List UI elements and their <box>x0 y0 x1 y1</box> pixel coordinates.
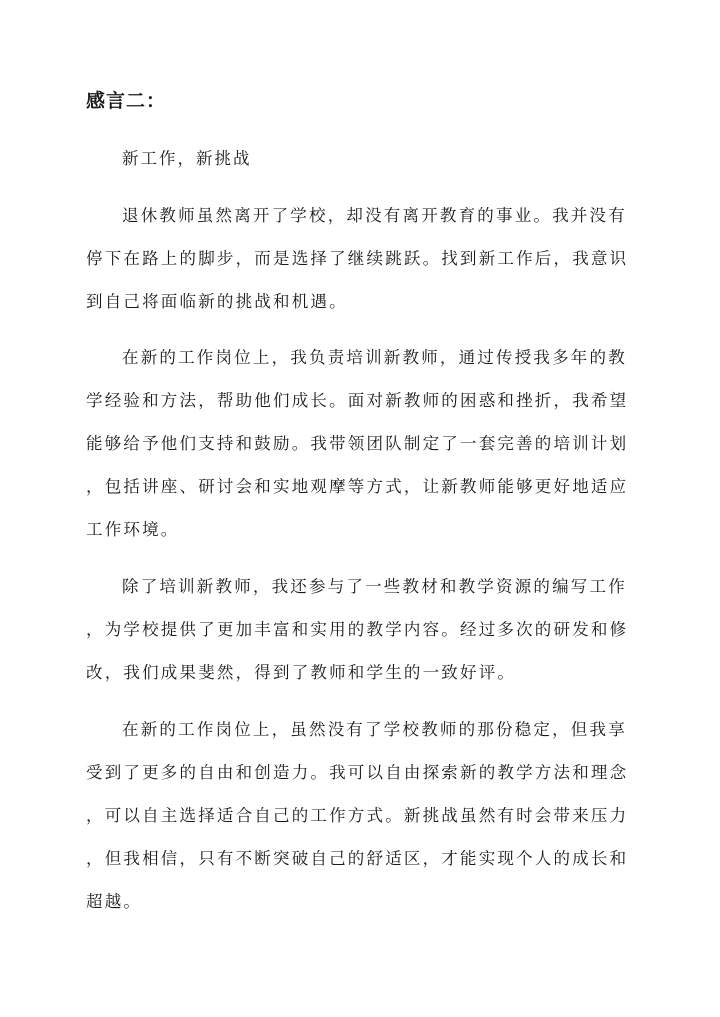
subtitle: 新工作，新挑战 <box>122 149 252 168</box>
paragraph-line: 到自己将面临新的挑战和机遇。 <box>86 292 348 311</box>
paragraph-line: 停下在路上的脚步，而是选择了继续跳跃。找到新工作后，我意识 <box>86 249 629 268</box>
paragraph-line: ，包括讲座、研讨会和实地观摩等方式，让新教师能够更好地适应 <box>86 477 629 496</box>
paragraph-line: 在新的工作岗位上，虽然没有了学校教师的那份稳定，但我享 <box>122 720 627 739</box>
paragraph-line: 学经验和方法，帮助他们成长。面对新教师的困惑和挫折，我希望 <box>86 391 629 410</box>
paragraph-line: ，但我相信，只有不断突破自己的舒适区，才能实现个人的成长和 <box>86 849 629 868</box>
paragraph-line: 超越。 <box>86 892 143 911</box>
paragraph-line: 受到了更多的自由和创造力。我可以自由探索新的教学方法和理念 <box>86 763 629 782</box>
paragraph-line: 改，我们成果斐然，得到了教师和学生的一致好评。 <box>86 663 517 682</box>
paragraph-line: ，为学校提供了更加丰富和实用的教学内容。经过多次的研发和修 <box>86 620 629 639</box>
paragraph-line: 在新的工作岗位上，我负责培训新教师，通过传授我多年的教 <box>122 348 627 367</box>
paragraph-line: 退休教师虽然离开了学校，却没有离开教育的事业。我并没有 <box>122 206 627 225</box>
paragraph-line: ，可以自主选择适合自己的工作方式。新挑战虽然有时会带来压力 <box>86 806 629 825</box>
paragraph-line: 能够给予他们支持和鼓励。我带领团队制定了一套完善的培训计划 <box>86 434 629 453</box>
section-heading: 感言二： <box>86 90 167 112</box>
paragraph-line: 除了培训新教师，我还参与了一些教材和教学资源的编写工作 <box>122 577 627 596</box>
paragraph-line: 工作环境。 <box>86 520 180 539</box>
